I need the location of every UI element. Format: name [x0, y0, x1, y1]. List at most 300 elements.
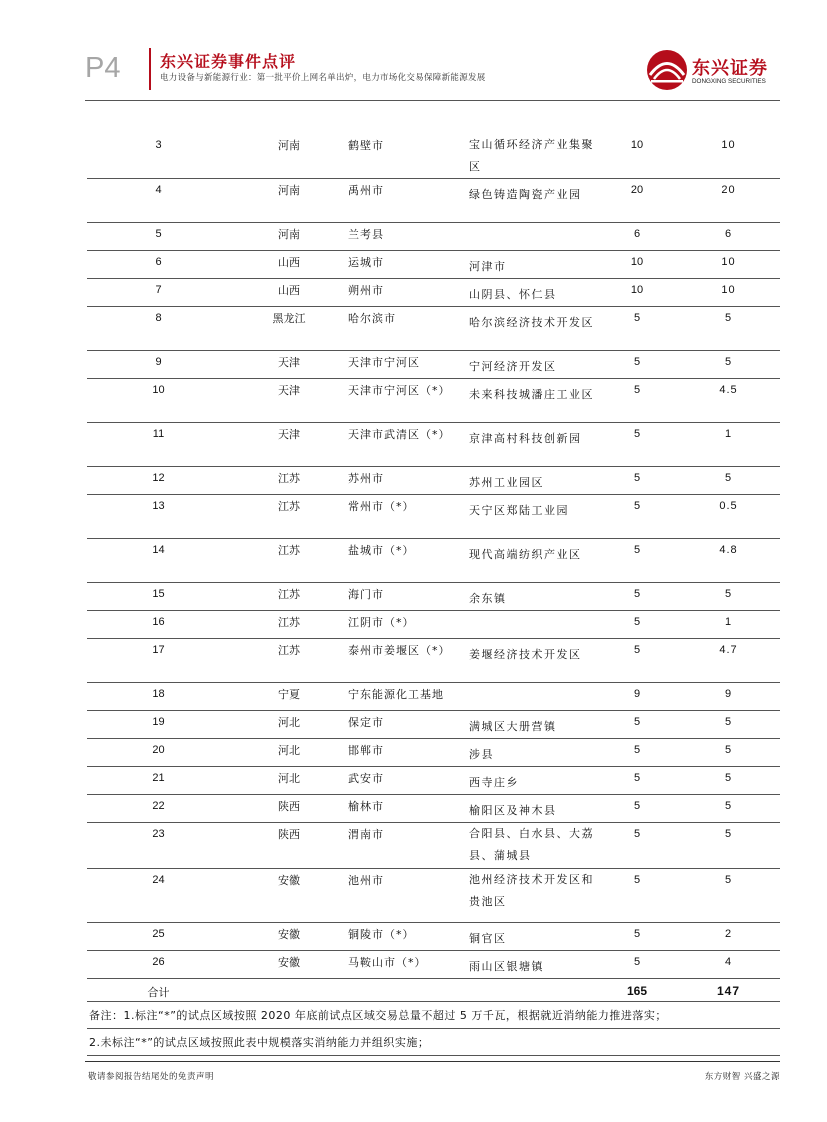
- quota-a-cell-text: 5: [633, 772, 641, 784]
- table-row: [87, 711, 780, 739]
- row-number: [87, 251, 230, 279]
- logo-emblem-icon: [645, 48, 689, 92]
- quota-a-cell-text: 5: [633, 644, 641, 656]
- city-cell: [348, 307, 469, 351]
- empty-cell: [469, 979, 597, 1002]
- zone-cell: [469, 379, 597, 423]
- city-cell-text: 保定市: [348, 716, 384, 729]
- city-cell: [348, 739, 469, 767]
- quota-a-cell-text: 5: [633, 544, 641, 556]
- table-row: [87, 251, 780, 279]
- quota-a-cell-text: 10: [630, 284, 644, 296]
- row-number: [87, 951, 230, 979]
- quota-b-cell-text: 4: [724, 956, 733, 968]
- city-cell-text: 泰州市姜堰区（*）: [348, 644, 451, 657]
- zone-cell: [469, 683, 597, 711]
- row-number: [87, 739, 230, 767]
- zone-cell-text: 合阳县、白水县、大荔县、蒲城县: [469, 827, 594, 862]
- row-number: [87, 711, 230, 739]
- table-row: [87, 739, 780, 767]
- zone-cell: [469, 351, 597, 379]
- quota-b-cell-text: 20: [721, 184, 736, 196]
- table-row: [87, 351, 780, 379]
- quota-b-cell-text: 4.7: [719, 644, 738, 656]
- row-number-text: 5: [155, 228, 162, 240]
- zone-cell-text: 铜官区: [469, 932, 507, 945]
- city-cell: [348, 379, 469, 423]
- city-cell-text: 天津市宁河区: [348, 356, 420, 369]
- row-number-text: 8: [155, 312, 162, 324]
- province-cell: [230, 351, 348, 379]
- quota-a-cell: [597, 795, 677, 823]
- row-number-text: 9: [155, 356, 162, 368]
- province-cell: [230, 423, 348, 467]
- table-row: [87, 223, 780, 251]
- city-cell-text: 宁东能源化工基地: [348, 688, 444, 701]
- header-rule: [85, 100, 780, 101]
- zone-cell-text: 西寺庄乡: [469, 776, 519, 789]
- province-cell: [230, 711, 348, 739]
- row-number: [87, 683, 230, 711]
- table-row: [87, 639, 780, 683]
- city-cell-text: 苏州市: [348, 472, 384, 485]
- quota-a-cell-text: 9: [633, 688, 641, 700]
- quota-b-cell-text: 2: [724, 928, 733, 940]
- quota-b-cell: [677, 179, 780, 223]
- row-number-text: 7: [155, 284, 162, 296]
- province-cell: [230, 179, 348, 223]
- province-cell: [230, 683, 348, 711]
- city-cell-text: 常州市（*）: [348, 500, 415, 513]
- city-cell-text: 池州市: [348, 874, 384, 887]
- table-row: [87, 923, 780, 951]
- quota-b-cell-text: 5: [724, 800, 733, 812]
- row-number: [87, 823, 230, 869]
- company-logo: [645, 48, 785, 92]
- province-cell: [230, 611, 348, 639]
- city-cell: [348, 611, 469, 639]
- table-row: [87, 823, 780, 869]
- table-row: [87, 869, 780, 923]
- page-number: P4: [85, 52, 121, 84]
- row-number-text: 10: [152, 384, 165, 396]
- city-cell: [348, 179, 469, 223]
- quota-a-cell: [597, 711, 677, 739]
- row-number: [87, 179, 230, 223]
- province-cell: [230, 467, 348, 495]
- empty-cell: [230, 979, 348, 1002]
- quota-a-cell-text: 5: [633, 384, 641, 396]
- province-cell: [230, 495, 348, 539]
- row-number: [87, 495, 230, 539]
- row-number-text: 11: [152, 428, 165, 440]
- row-number: [87, 795, 230, 823]
- zone-cell: [469, 495, 597, 539]
- total-row: [87, 979, 780, 1002]
- city-cell: [348, 495, 469, 539]
- quota-b-cell: [677, 951, 780, 979]
- quota-b-cell: [677, 823, 780, 869]
- quota-a-cell-text: 5: [633, 928, 641, 940]
- row-number: [87, 307, 230, 351]
- province-cell: [230, 823, 348, 869]
- table-row: [87, 583, 780, 611]
- city-cell-text: 渭南市: [348, 828, 384, 841]
- quota-a-cell: [597, 583, 677, 611]
- quota-a-cell: [597, 223, 677, 251]
- row-number-text: 16: [152, 616, 165, 628]
- city-cell: [348, 951, 469, 979]
- row-number-text: 15: [152, 588, 165, 600]
- city-cell: [348, 467, 469, 495]
- quota-b-cell-text: 4.8: [719, 544, 738, 556]
- row-number-text: 17: [152, 644, 165, 656]
- quota-a-cell: [597, 683, 677, 711]
- city-cell: [348, 279, 469, 307]
- table-row: [87, 539, 780, 583]
- province-cell-text: 河南: [278, 139, 300, 152]
- province-cell-text: 陕西: [278, 800, 300, 813]
- table-row: [87, 134, 780, 179]
- city-cell: [348, 767, 469, 795]
- row-number-text: 13: [152, 500, 165, 512]
- pilot-zone-table: [87, 134, 780, 1056]
- city-cell: [348, 869, 469, 923]
- zone-cell: [469, 279, 597, 307]
- quota-b-cell-text: 5: [724, 472, 733, 484]
- city-cell-text: 哈尔滨市: [348, 312, 396, 325]
- quota-b-cell: [677, 795, 780, 823]
- zone-cell: [469, 539, 597, 583]
- quota-b-cell: [677, 539, 780, 583]
- note-row: [87, 1002, 780, 1029]
- city-cell-text: 兰考县: [348, 228, 384, 241]
- total-a: 165: [597, 979, 677, 1002]
- quota-b-cell: [677, 134, 780, 179]
- report-subtitle: 电力设备与新能源行业：第一批平价上网名单出炉，电力市场化交易保障新能源发展: [160, 73, 486, 83]
- quota-a-cell-text: 5: [633, 588, 641, 600]
- province-cell-text: 河南: [278, 228, 300, 241]
- quota-b-cell-text: 10: [721, 256, 736, 268]
- zone-cell-text: 绿色铸造陶瓷产业园: [469, 188, 582, 201]
- province-cell-text: 安徽: [278, 956, 300, 969]
- zone-cell: [469, 795, 597, 823]
- zone-cell-text: 满城区大册营镇: [469, 720, 557, 733]
- province-cell-text: 河北: [278, 744, 300, 757]
- city-cell: [348, 711, 469, 739]
- city-cell-text: 铜陵市（*）: [348, 928, 415, 941]
- quota-b-cell-text: 6: [724, 228, 733, 240]
- report-type: 东兴证券事件点评: [160, 52, 297, 71]
- zone-cell-text: 涉县: [469, 748, 494, 761]
- table-row: [87, 611, 780, 639]
- zone-cell: [469, 179, 597, 223]
- quota-b-cell-text: 10: [721, 284, 736, 296]
- province-cell-text: 陕西: [278, 828, 300, 841]
- quota-a-cell: [597, 307, 677, 351]
- quota-a-cell: [597, 467, 677, 495]
- province-cell-text: 宁夏: [278, 688, 300, 701]
- zone-cell: [469, 307, 597, 351]
- city-cell: [348, 923, 469, 951]
- table-row: [87, 279, 780, 307]
- zone-cell: [469, 251, 597, 279]
- quota-a-cell: [597, 251, 677, 279]
- quota-a-cell: [597, 951, 677, 979]
- zone-cell-text: 池州经济技术开发区和贵池区: [469, 873, 594, 908]
- city-cell-text: 天津市武清区（*）: [348, 428, 451, 441]
- zone-cell-text: 姜堰经济技术开发区: [469, 648, 582, 661]
- logo-text-cn: 东兴证券: [692, 58, 768, 79]
- table-row: [87, 423, 780, 467]
- quota-b-cell-text: 5: [724, 588, 733, 600]
- province-cell: [230, 739, 348, 767]
- city-cell-text: 运城市: [348, 256, 384, 269]
- table-row: [87, 795, 780, 823]
- province-cell: [230, 379, 348, 423]
- quota-a-cell: [597, 279, 677, 307]
- row-number-text: 19: [152, 716, 165, 728]
- quota-b-cell: [677, 307, 780, 351]
- city-cell-text: 朔州市: [348, 284, 384, 297]
- quota-a-cell-text: 5: [633, 312, 641, 324]
- zone-cell: [469, 951, 597, 979]
- city-cell-text: 马鞍山市（*）: [348, 956, 427, 969]
- row-number-text: 6: [155, 256, 162, 268]
- city-cell: [348, 823, 469, 869]
- zone-cell: [469, 767, 597, 795]
- city-cell: [348, 539, 469, 583]
- province-cell-text: 江苏: [278, 588, 300, 601]
- province-cell-text: 安徽: [278, 928, 300, 941]
- province-cell-text: 黑龙江: [272, 312, 306, 325]
- quota-a-cell-text: 5: [633, 428, 641, 440]
- quota-b-cell-text: 5: [724, 772, 733, 784]
- quota-b-cell: [677, 423, 780, 467]
- zone-cell-text: 山阴县、怀仁县: [469, 288, 557, 301]
- row-number-text: 20: [152, 744, 165, 756]
- quota-a-cell: [597, 767, 677, 795]
- zone-cell: [469, 423, 597, 467]
- city-cell: [348, 223, 469, 251]
- city-cell-text: 盐城市（*）: [348, 544, 415, 557]
- table-row: [87, 767, 780, 795]
- row-number: [87, 423, 230, 467]
- quota-b-cell-text: 5: [724, 874, 733, 886]
- province-cell: [230, 307, 348, 351]
- page-header: [0, 0, 827, 100]
- quota-b-cell-text: 5: [724, 828, 733, 840]
- zone-cell-text: 雨山区银塘镇: [469, 960, 544, 973]
- city-cell-text: 武安市: [348, 772, 384, 785]
- zone-cell-text: 未来科技城潘庄工业区: [469, 388, 594, 401]
- quota-b-cell: [677, 683, 780, 711]
- city-cell: [348, 683, 469, 711]
- quota-b-cell-text: 9: [724, 688, 733, 700]
- province-cell: [230, 223, 348, 251]
- logo-text-en: DONGXING SECURITIES: [692, 78, 766, 85]
- city-cell: [348, 583, 469, 611]
- quota-b-cell: [677, 639, 780, 683]
- quota-a-cell: [597, 869, 677, 923]
- row-number-text: 14: [152, 544, 165, 556]
- row-number-text: 24: [152, 874, 165, 886]
- table-row: [87, 179, 780, 223]
- row-number: [87, 134, 230, 179]
- row-number-text: 22: [152, 800, 165, 812]
- quota-b-cell-text: 5: [724, 744, 733, 756]
- zone-cell: [469, 711, 597, 739]
- zone-cell: [469, 639, 597, 683]
- province-cell-text: 天津: [278, 356, 300, 369]
- quota-b-cell-text: 1: [724, 428, 733, 440]
- province-cell-text: 江苏: [278, 500, 300, 513]
- province-cell: [230, 767, 348, 795]
- quota-b-cell: [677, 279, 780, 307]
- footer-rule: [85, 1061, 780, 1062]
- quota-b-cell: [677, 223, 780, 251]
- province-cell-text: 江苏: [278, 616, 300, 629]
- quota-a-cell: [597, 134, 677, 179]
- zone-cell: [469, 583, 597, 611]
- quota-a-cell-text: 5: [633, 356, 641, 368]
- row-number-text: 12: [152, 472, 165, 484]
- province-cell-text: 山西: [278, 284, 300, 297]
- quota-a-cell-text: 5: [633, 744, 641, 756]
- row-number: [87, 611, 230, 639]
- quota-b-cell: [677, 923, 780, 951]
- quota-a-cell-text: 5: [633, 500, 641, 512]
- quota-b-cell: [677, 711, 780, 739]
- row-number-text: 26: [152, 956, 165, 968]
- quota-a-cell-text: 5: [633, 800, 641, 812]
- quota-a-cell-text: 5: [633, 472, 641, 484]
- province-cell: [230, 951, 348, 979]
- quota-b-cell: [677, 739, 780, 767]
- zone-cell-text: 宝山循环经济产业集聚区: [469, 138, 594, 173]
- province-cell-text: 河北: [278, 772, 300, 785]
- zone-cell: [469, 467, 597, 495]
- zone-cell-text: 宁河经济开发区: [469, 360, 557, 373]
- quota-b-cell-text: 4.5: [719, 384, 738, 396]
- zone-cell: [469, 823, 597, 869]
- zone-cell: [469, 134, 597, 179]
- province-cell-text: 河北: [278, 716, 300, 729]
- province-cell-text: 山西: [278, 256, 300, 269]
- quota-b-cell-text: 5: [724, 716, 733, 728]
- zone-cell-text: 余东镇: [469, 592, 507, 605]
- row-number: [87, 379, 230, 423]
- row-number: [87, 279, 230, 307]
- note-row: [87, 1029, 780, 1056]
- province-cell-text: 河南: [278, 184, 300, 197]
- row-number-text: 25: [152, 928, 165, 940]
- row-number: [87, 351, 230, 379]
- quota-a-cell-text: 20: [630, 184, 644, 196]
- total-label: 合计: [87, 979, 230, 1002]
- row-number: [87, 583, 230, 611]
- quota-a-cell-text: 6: [633, 228, 641, 240]
- quota-b-cell: [677, 495, 780, 539]
- table-row: [87, 379, 780, 423]
- zone-cell-text: 京津高村科技创新园: [469, 432, 582, 445]
- quota-a-cell: [597, 179, 677, 223]
- row-number: [87, 923, 230, 951]
- province-cell: [230, 539, 348, 583]
- table-row: [87, 467, 780, 495]
- city-cell: [348, 795, 469, 823]
- quota-b-cell: [677, 467, 780, 495]
- note-text: 2.未标注“*”的试点区域按照此表中规模落实消纳能力并组织实施；: [87, 1029, 780, 1056]
- province-cell-text: 天津: [278, 384, 300, 397]
- header-divider: [149, 48, 151, 90]
- zone-cell-text: 天宁区郑陆工业园: [469, 504, 569, 517]
- quota-a-cell-text: 5: [633, 616, 641, 628]
- total-b: 147: [677, 979, 780, 1002]
- quota-b-cell-text: 10: [721, 139, 736, 151]
- city-cell-text: 邯郸市: [348, 744, 384, 757]
- quota-b-cell: [677, 767, 780, 795]
- zone-cell: [469, 739, 597, 767]
- city-cell: [348, 251, 469, 279]
- table-row: [87, 683, 780, 711]
- row-number-text: 4: [155, 184, 162, 196]
- city-cell: [348, 134, 469, 179]
- row-number-text: 21: [152, 772, 165, 784]
- province-cell-text: 江苏: [278, 544, 300, 557]
- quota-a-cell-text: 5: [633, 828, 641, 840]
- disclaimer-note: 敬请参阅报告结尾处的免责声明: [88, 1072, 215, 1082]
- quota-a-cell-text: 5: [633, 956, 641, 968]
- quota-a-cell-text: 10: [630, 139, 644, 151]
- city-cell-text: 禹州市: [348, 184, 384, 197]
- province-cell: [230, 869, 348, 923]
- row-number: [87, 767, 230, 795]
- table-row: [87, 307, 780, 351]
- row-number: [87, 639, 230, 683]
- quota-a-cell: [597, 823, 677, 869]
- zone-cell-text: 苏州工业园区: [469, 476, 544, 489]
- quota-a-cell: [597, 423, 677, 467]
- quota-a-cell-text: 10: [630, 256, 644, 268]
- quota-a-cell: [597, 611, 677, 639]
- quota-a-cell: [597, 379, 677, 423]
- zone-cell: [469, 869, 597, 923]
- quota-b-cell: [677, 251, 780, 279]
- province-cell: [230, 134, 348, 179]
- footer-slogan: 东方财智 兴盛之源: [704, 1072, 780, 1082]
- quota-a-cell: [597, 495, 677, 539]
- row-number: [87, 223, 230, 251]
- table-row: [87, 495, 780, 539]
- zone-cell-text: 现代高端纺织产业区: [469, 548, 582, 561]
- quota-b-cell: [677, 869, 780, 923]
- province-cell: [230, 923, 348, 951]
- note-text: 备注：1.标注“*”的试点区域按照 2020 年底前试点区域交易总量不超过 5 万千瓦，根据就近消纳能力推进落实；: [87, 1002, 780, 1029]
- quota-b-cell: [677, 379, 780, 423]
- quota-a-cell: [597, 739, 677, 767]
- province-cell: [230, 583, 348, 611]
- city-cell-text: 海门市: [348, 588, 384, 601]
- row-number-text: 23: [152, 828, 165, 840]
- province-cell-text: 江苏: [278, 472, 300, 485]
- city-cell-text: 江阴市（*）: [348, 616, 415, 629]
- quota-b-cell-text: 5: [724, 312, 733, 324]
- quota-a-cell: [597, 351, 677, 379]
- zone-cell: [469, 611, 597, 639]
- quota-a-cell-text: 5: [633, 874, 641, 886]
- quota-a-cell: [597, 923, 677, 951]
